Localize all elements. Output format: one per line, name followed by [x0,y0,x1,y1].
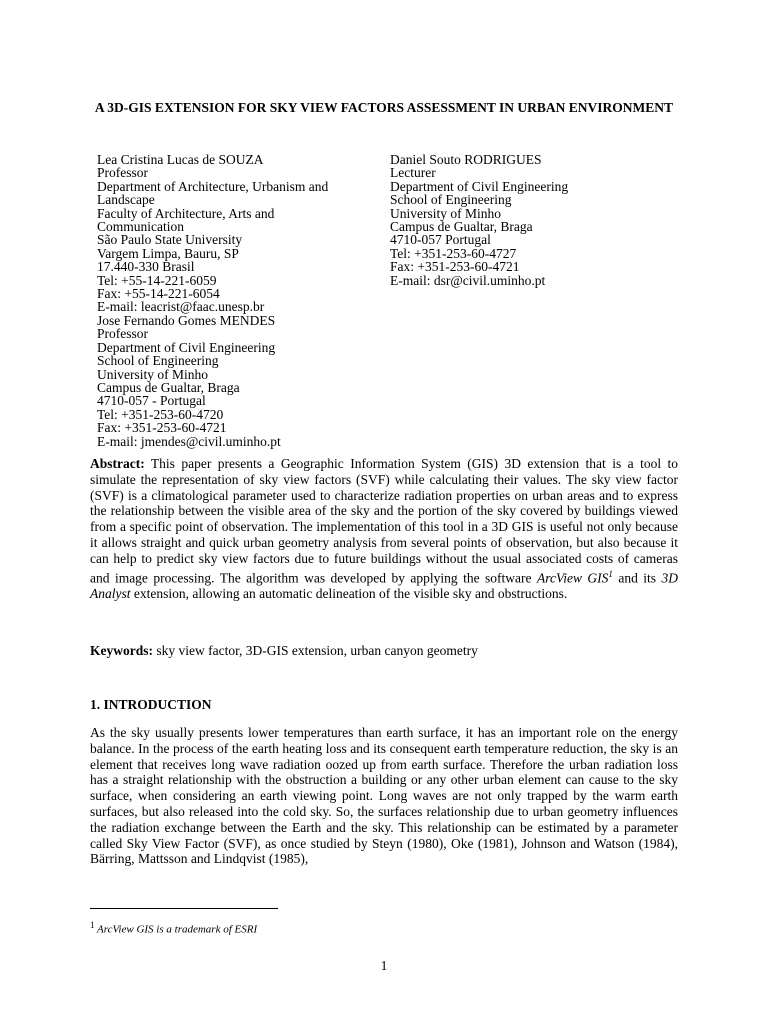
affiliation-line: Campus de Gualtar, Braga [97,379,240,395]
affiliation-line: University of Minho [97,366,208,382]
extension-name: 3D Analyst [90,570,679,601]
author-affiliations-left [97,153,377,448]
affiliation-line: Lea Cristina Lucas de SOUZA [97,152,264,167]
affiliation-line: 4710-057 - Portugal [97,393,206,409]
page-number: 1 [380,958,388,973]
affiliation-line: Department of Civil Engineering [390,178,569,194]
section-heading-introduction: 1. INTRODUCTION [90,697,212,712]
affiliation-line: Daniel Souto RODRIGUES [390,152,542,167]
affiliation-line: E-mail: dsr@civil.uminho.pt [390,272,546,288]
abstract-text-2: and its [612,570,662,586]
affiliation-line: 4710-057 Portugal [390,232,491,248]
keywords-paragraph [90,643,678,659]
affiliation-line: Lecturer [390,165,436,181]
affiliation-line: Professor [97,165,148,181]
affiliation-line: Fax: +55-14-221-6054 [97,286,220,302]
footnote-divider [90,908,278,909]
affiliation-line: Department of Civil Engineering [97,339,276,355]
affiliation-line: School of Engineering [97,353,219,369]
affiliation-line: Tel: +351-253-60-4720 [97,406,224,422]
affiliation-line: Professor [97,326,148,342]
affiliation-line: E-mail: jmendes@civil.uminho.pt [97,433,281,449]
affiliation-line: Tel: +55-14-221-6059 [97,272,217,288]
affiliation-line: Fax: +351-253-60-4721 [97,420,227,436]
keywords-text: sky view factor, 3D-GIS extension, urban canyon geometry [153,643,478,658]
affiliation-line: Communication [97,219,184,235]
affiliation-line: São Paulo State University [97,232,243,248]
paper-title: A 3D-GIS EXTENSION FOR SKY VIEW FACTORS ASSESSMENT IN URBAN ENVIRONMENT [94,100,674,115]
abstract-text-1: This paper presents a Geographic Information System (GIS) 3D extension that is a tool to simulate the representation of sky view factors (SVF) while calculating their values. The sky view factor (SVF) is a climatological parameter used to characterize radiation properties on urban areas and to express the relationship between the visible area of the sky and the portion of the sky covered by buildings viewed from a specific point of observation. The implementation of this tool in a 3D GIS is useful not only because it allows straight and quick urban geometry analysis from several points of observation, but also because it can help to predict sky view factors due to future buildings without the usual associated costs of cameras and image processing. The algorithm was developed by applying the software [90,456,678,586]
software-name: ArcView GIS [536,570,609,586]
affiliation-line: Department of Architecture, Urbanism and [97,178,329,194]
abstract-text-3: extension, allowing an automatic delineation of the visible sky and obstructions. [130,585,568,601]
affiliation-line: 17.440-330 Brasil [97,259,195,275]
affiliation-line: Tel: +351-253-60-4727 [390,245,517,261]
keywords-label: Keywords: [90,643,153,658]
abstract-label: Abstract: [90,456,145,471]
affiliation-line: School of Engineering [390,192,512,208]
footnote-mark: 1 [608,568,613,579]
affiliation-line: Jose Fernando Gomes MENDES [97,312,276,328]
affiliation-line: Campus de Gualtar, Braga [390,219,533,235]
affiliation-line: Vargem Limpa, Bauru, SP [97,245,239,261]
footnote-text: ArcView GIS is a trademark of ESRI [94,923,258,936]
affiliation-line: University of Minho [390,205,501,221]
affiliation-line: E-mail: leacrist@faac.unesp.br [97,299,265,315]
affiliation-line: Landscape [97,192,155,208]
abstract-paragraph [90,456,678,602]
affiliation-line: Faculty of Architecture, Arts and [97,205,275,221]
introduction-paragraph: As the sky usually presents lower temperatures than earth surface, it has an important role on the energy balance. In the process of the earth heating loss and its consequent earth temperature reduction, the sky is an element that receives long wave radiation oozed up from earth surface. Therefore the urban radiation loss has a straight relationship with the obstruction a building or any other urban element can cause to the sky surface, when considering an earth viewing point. Long waves are not only trapped by the warm earth surfaces, but also released into the cold sky. So, the surfaces relationship due to urban geometry influences the radiation exchange between the Earth and the sky. This relationship can be estimated by a parameter called Sky View Factor (SVF), as once studied by Steyn (1980), Oke (1981), Johnson and Watson (1984), Bärring, Mattsson and Lindqvist (1985), [90,725,678,867]
author-affiliations-right [390,153,690,287]
affiliation-line: Fax: +351-253-60-4721 [390,259,520,275]
footnote-number: 1 [90,920,95,930]
footnote [90,920,257,936]
